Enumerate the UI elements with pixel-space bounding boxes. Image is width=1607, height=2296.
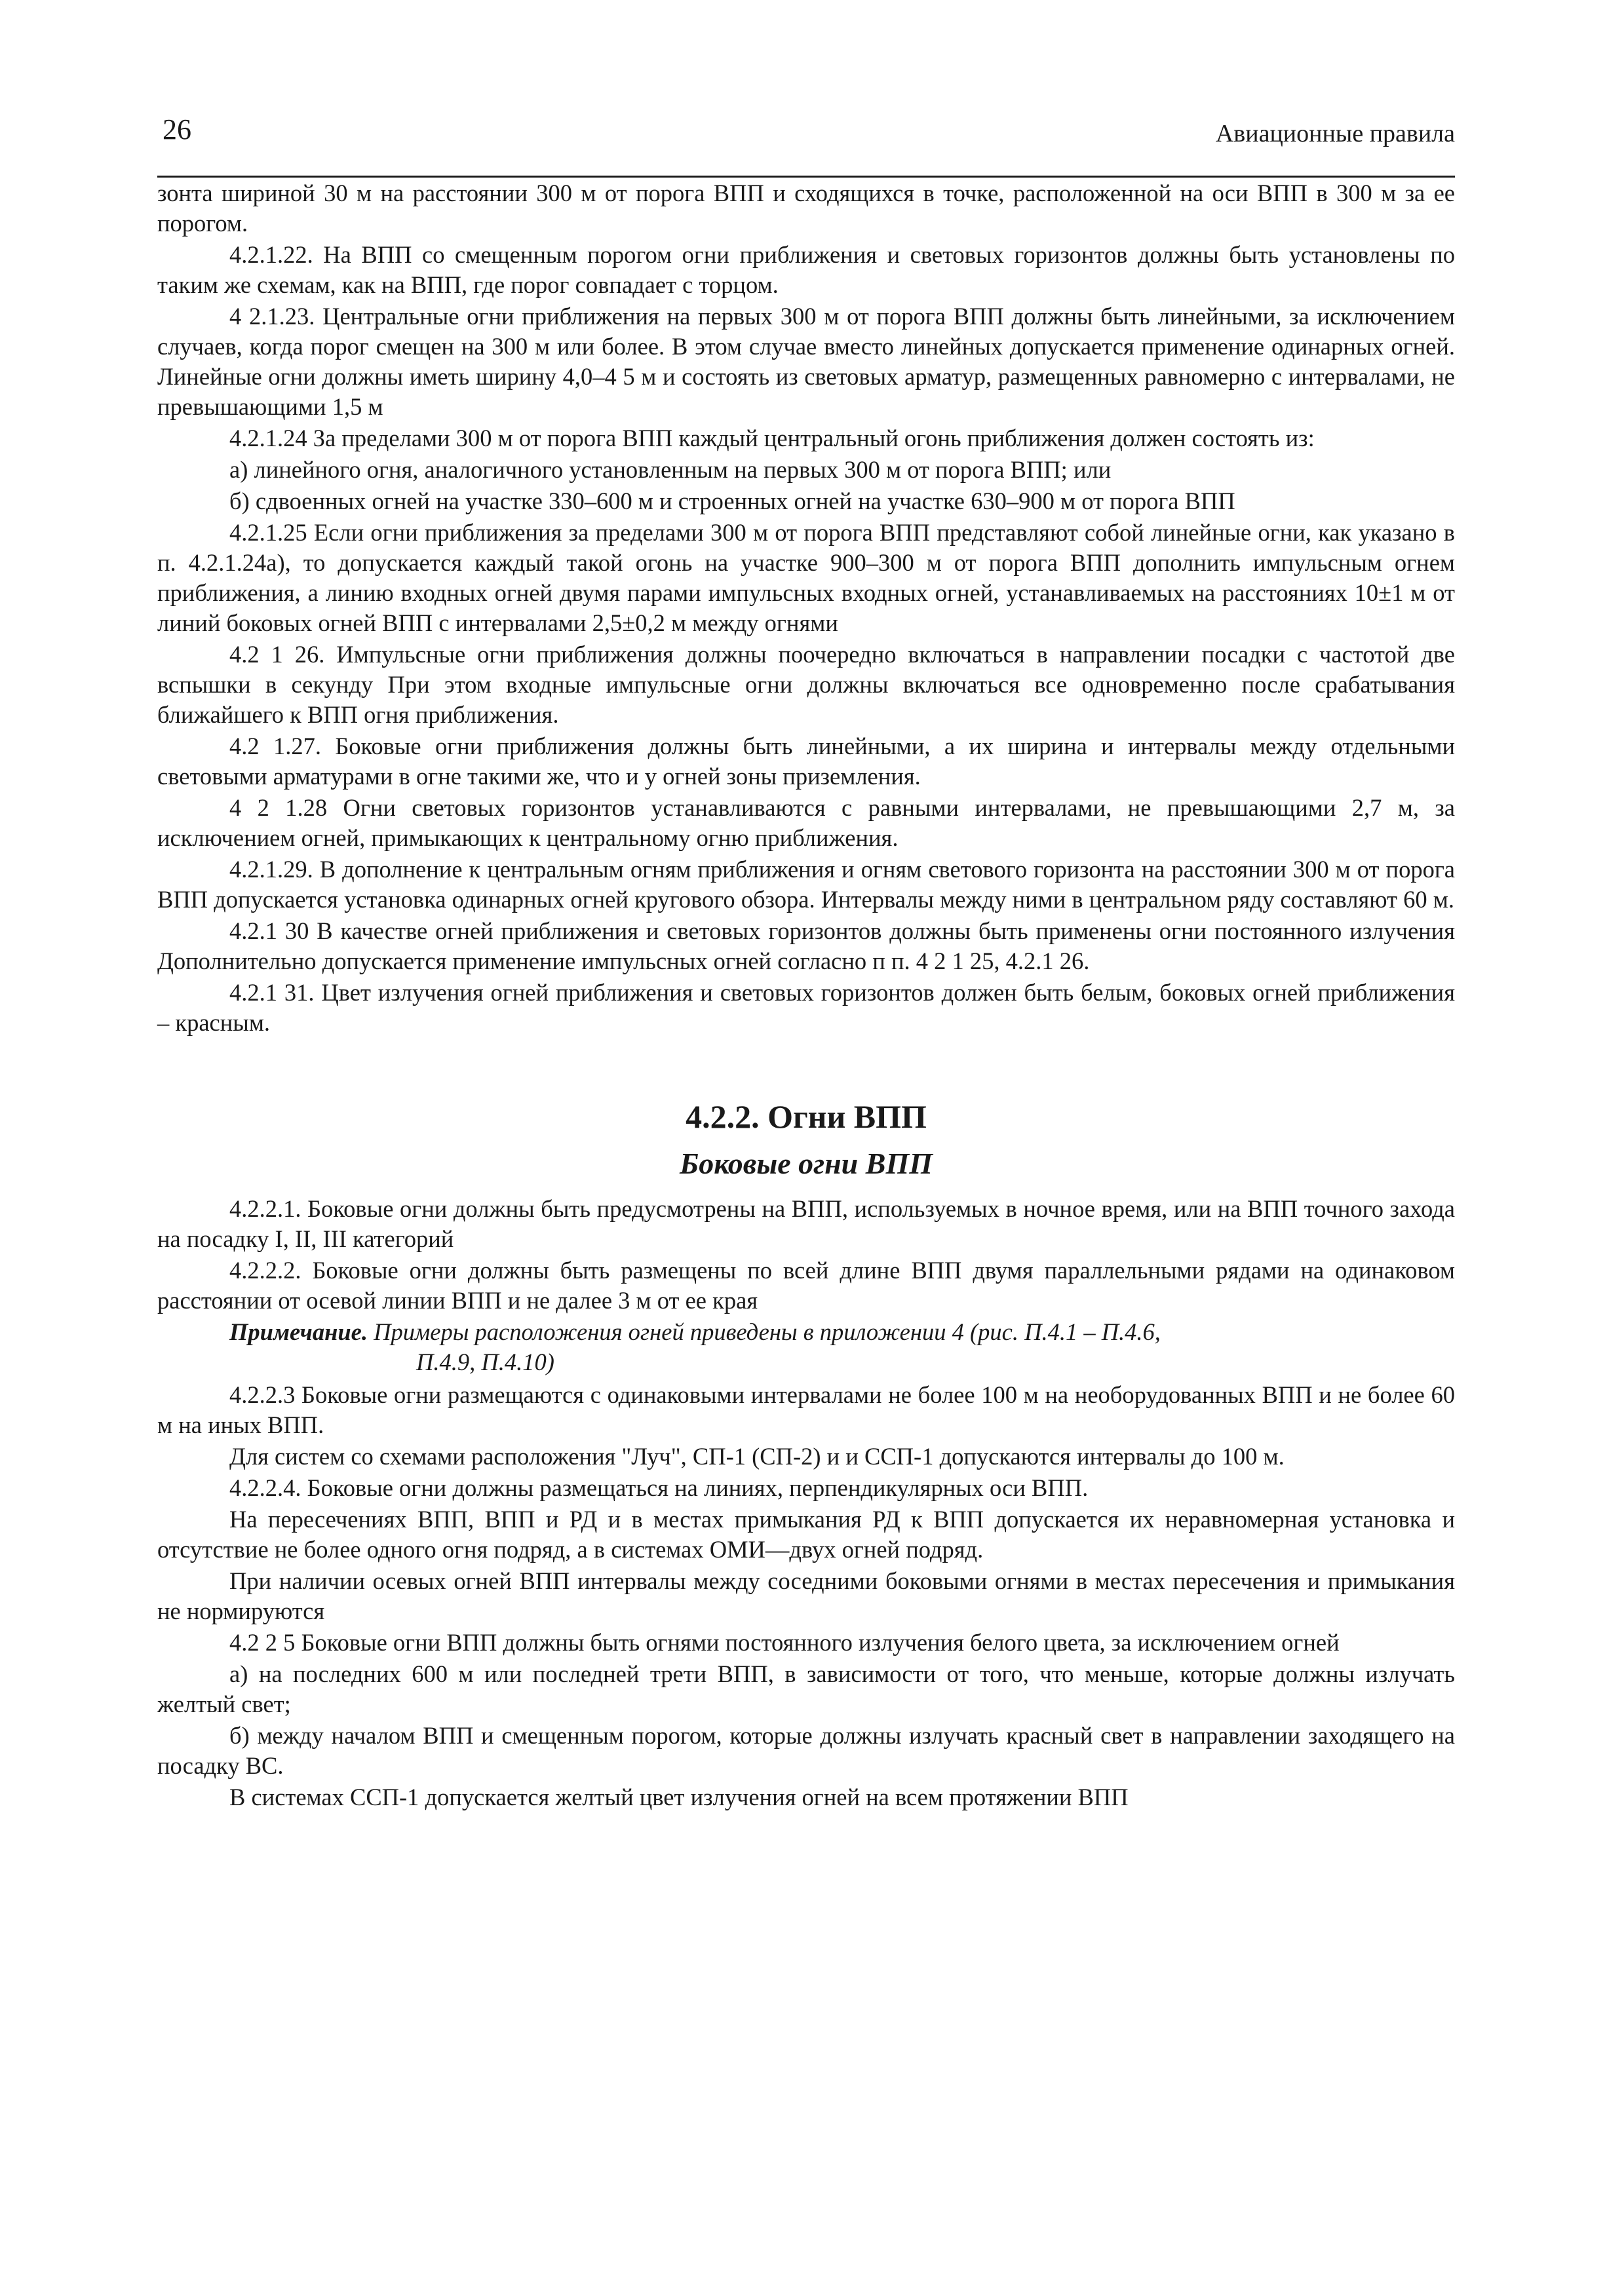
paragraph-ssp-1-yellow: В системах ССП-1 допускается желтый цвет излучения огней на всем протяжении ВПП: [229, 1784, 1129, 1810]
paragraph-4-2-1-31: 4.2.1 31. Цвет излучения огней приближения и световых горизонтов должен быть белым, боковых огней приближения – красным.: [157, 979, 1455, 1036]
paragraph-4-2-2-5-a: а) на последних 600 м или последней трети ВПП, в зависимости от того, что меньше, которые должны излучать желтый свет;: [157, 1660, 1455, 1717]
note-label: Примечание.: [229, 1318, 368, 1345]
page-content: [157, 178, 1455, 1814]
note-block: [157, 1317, 1455, 1377]
paragraph-continuation: зонта шириной 30 м на расстоянии 300 м от порога ВПП и сходящихся в точке, расположенной на оси ВПП в 300 м за ее порогом.: [157, 180, 1455, 237]
paragraph-4-2-2-4: 4.2.2.4. Боковые огни должны размещаться на линиях, перпендикулярных оси ВПП.: [229, 1474, 1089, 1501]
paragraph-4-2-1-26: 4.2 1 26. Импульсные огни приближения должны поочередно включаться в направлении посадки с частотой две вспышки в секунду При этом входные импульсные огни должны включаться все одновременно после срабатывания ближайшего к ВПП огня приближения.: [157, 641, 1455, 728]
section-heading: 4.2.2. Огни ВПП: [686, 1098, 927, 1135]
paragraph-4-2-1-29: 4.2.1.29. В дополнение к центральным огням приближения и огням светового горизонта на расстоянии 300 м от порога ВПП допускается установка одинарных огней кругового обзора. Интервалы между ними в центральном ряду составляют 60 м.: [157, 856, 1455, 913]
paragraph-4-2-1-27: 4.2 1.27. Боковые огни приближения должны быть линейными, а их ширина и интервалы между отдельными световыми арматурами в огне такими же, что и у огней зоны приземления.: [157, 733, 1455, 790]
paragraph-4-2-1-22: 4.2.1.22. На ВПП со смещенным порогом огни приближения и световых горизонтов должны быть установлены по таким же схемам, как на ВПП, где порог совпадает с торцом.: [157, 241, 1455, 298]
paragraph-4-2-2-1: 4.2.2.1. Боковые огни должны быть предусмотрены на ВПП, используемых в ночное время, или на ВПП точного захода на посадку I, II, III категорий: [157, 1195, 1455, 1252]
paragraph-intersections: На пересечениях ВПП, ВПП и РД и в местах примыкания РД к ВПП допускается их неравномерная установка и отсутствие не более одного огня подряд, а в системах ОМИ—двух огней подряд.: [157, 1506, 1455, 1563]
document-page: [157, 105, 1455, 1810]
section-subheading: Боковые огни ВПП: [679, 1147, 933, 1180]
note-body-continuation: П.4.9, П.4.10): [416, 1349, 554, 1375]
paragraph-4-2-1-23: 4 2.1.23. Центральные огни приближения на первых 300 м от порога ВПП должны быть линейными, за исключением случаев, когда порог смещен на 300 м или более. В этом случае вместо линейных допускается применение одинарных огней. Линейные огни должны иметь ширину 4,0–4 5 м и состоять из световых арматур, размещенных равномерно с интервалами, не превышающими 1,5 м: [157, 303, 1455, 420]
paragraph-4-2-1-28: 4 2 1.28 Огни световых горизонтов устанавливаются с равными интервалами, не превышающими 2,7 м, за исключением огней, примыкающих к центральному огню приближения.: [157, 794, 1455, 851]
paragraph-centerline-lights: При наличии осевых огней ВПП интервалы между соседними боковыми огнями в местах пересечения и примыкания не нормируются: [157, 1567, 1455, 1624]
paragraph-intervals-systems: Для систем со схемами расположения "Луч", СП-1 (СП-2) и и ССП-1 допускаются интервалы до 100 м.: [229, 1443, 1285, 1470]
paragraph-4-2-1-24-a: а) линейного огня, аналогичного установленным на первых 300 м от порога ВПП; или: [229, 456, 1112, 483]
page-header: [157, 105, 1455, 157]
page-number: 26: [163, 113, 191, 145]
paragraph-4-2-1-24-b: б) сдвоенных огней на участке 330–600 м и строенных огней на участке 630–900 м от порога ВПП: [229, 488, 1235, 514]
paragraph-4-2-1-24: 4.2.1.24 За пределами 300 м от порога ВПП каждый центральный огонь приближения должен состоять из:: [229, 425, 1315, 451]
running-title: Авиационные правила: [1215, 120, 1455, 147]
paragraph-4-2-1-30: 4.2.1 30 В качестве огней приближения и световых горизонтов должны быть применены огни постоянного излучения Дополнительно допускается применение импульсных огней согласно п п. 4 2 1 25, 4.2.1 26.: [157, 917, 1455, 974]
paragraph-4-2-2-5-b: б) между началом ВПП и смещенным порогом, которые должны излучать красный свет в направлении заходящего на посадку ВС.: [157, 1722, 1455, 1779]
header-rule: [157, 176, 1455, 178]
paragraph-4-2-2-5: 4.2 2 5 Боковые огни ВПП должны быть огнями постоянного излучения белого цвета, за исключением огней: [229, 1629, 1340, 1656]
paragraph-4-2-2-3: 4.2.2.3 Боковые огни размещаются с одинаковыми интервалами не более 100 м на необорудованных ВПП и не более 60 м на иных ВПП.: [157, 1381, 1455, 1438]
paragraph-4-2-2-2: 4.2.2.2. Боковые огни должны быть размещены по всей длине ВПП двумя параллельными рядами на одинаковом расстоянии от осевой линии ВПП и не далее 3 м от ее края: [157, 1257, 1455, 1314]
note-body: Примеры расположения огней приведены в приложении 4 (рис. П.4.1 – П.4.6,: [374, 1318, 1161, 1345]
paragraph-4-2-1-25: 4.2.1.25 Если огни приближения за пределами 300 м от порога ВПП представляют собой линейные огни, как указано в п. 4.2.1.24а), то допускается каждый такой огонь на участке 900–300 м от порога ВПП дополнить импульсным огнем приближения, а линию входных огней двумя парами импульсных входных огней, устанавливаемых на расстояниях 10±1 м от линий боковых огней ВПП с интервалами 2,5±0,2 м между огнями: [157, 519, 1455, 636]
